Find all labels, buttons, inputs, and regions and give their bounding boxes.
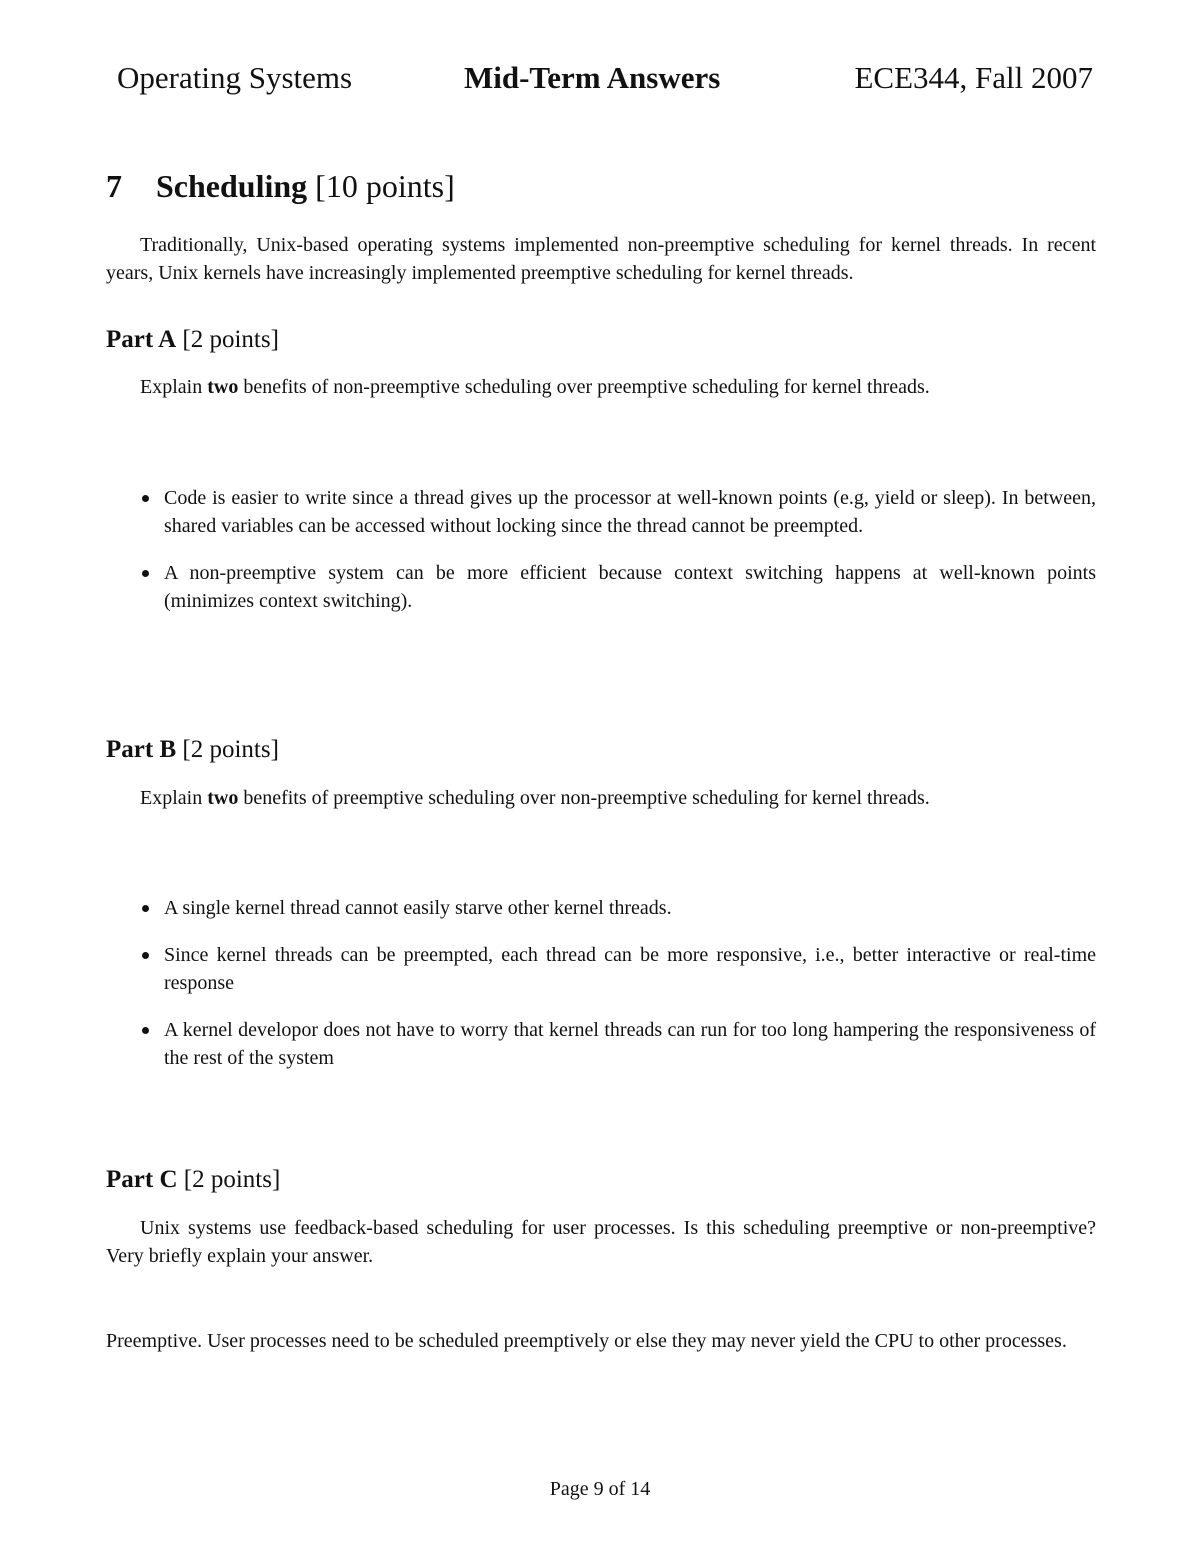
bullet-icon: [142, 952, 149, 959]
answer-text: Since kernel threads can be preempted, each thread can be more responsive, i.e., better interactive or real-time response: [164, 944, 1096, 994]
part-c-heading: [106, 1166, 280, 1194]
list-item: [106, 941, 1096, 997]
section-points: [10 points]: [315, 168, 455, 204]
part-a-question: [106, 373, 1096, 401]
part-b-heading: [106, 736, 279, 764]
bullet-icon: [142, 495, 149, 502]
answer-text: A single kernel thread cannot easily starve other kernel threads.: [164, 897, 672, 919]
bullet-icon: [142, 570, 149, 577]
course-name: Operating Systems: [117, 60, 353, 95]
part-a-answer-list: [106, 484, 1096, 634]
part-c-points: [2 points]: [183, 1166, 281, 1193]
part-b-name: Part B: [106, 736, 177, 763]
part-a-question-emphasis: two: [207, 376, 239, 398]
answer-text: A kernel developor does not have to worry that kernel threads can run for too long hampering the responsiveness of the rest of the system: [164, 1019, 1096, 1069]
part-b-answer-list: [106, 894, 1096, 1091]
part-b-question-post: benefits of preemptive scheduling over non-preemptive scheduling for kernel threads.: [238, 787, 930, 809]
page-header: [117, 60, 1093, 104]
part-a-heading: [106, 326, 279, 354]
list-item: [106, 894, 1096, 922]
list-item: [106, 1016, 1096, 1072]
list-item: [106, 559, 1096, 615]
part-c-answer: Preemptive. User processes need to be scheduled preemptively or else they may never yield the CPU to other processes.: [106, 1330, 1067, 1352]
part-c-question: Unix systems use feedback-based scheduling for user processes. Is this scheduling preemptive or non-preemptive? Very briefly explain your answer.: [106, 1217, 1096, 1267]
list-item: [106, 484, 1096, 540]
part-a-points: [2 points]: [182, 326, 279, 353]
section-number: 7: [106, 168, 122, 204]
section-heading: [106, 168, 455, 205]
section-title: Scheduling: [156, 168, 308, 204]
section-intro: Traditionally, Unix-based operating systems implemented non-preemptive scheduling for kernel threads. In recent years, Unix kernels have increasingly implemented preemptive scheduling for kernel threads.: [106, 234, 1096, 284]
bullet-icon: [142, 905, 149, 912]
part-a-name: Part A: [106, 326, 177, 353]
answer-text: Code is easier to write since a thread gives up the processor at well-known points (e.g, yield or sleep). In between, shared variables can be accessed without locking since the thread cannot be preempted.: [164, 487, 1096, 537]
answer-text: A non-preemptive system can be more efficient because context switching happens at well-known points (minimizes context switching).: [164, 562, 1096, 612]
document-title: Mid-Term Answers: [464, 60, 721, 95]
course-code-term: ECE344, Fall 2007: [854, 60, 1093, 95]
part-a-question-post: benefits of non-preemptive scheduling over preemptive scheduling for kernel threads.: [238, 376, 930, 398]
part-b-question: [106, 784, 1096, 812]
page-footer: Page 9 of 14: [549, 1478, 651, 1500]
part-b-points: [2 points]: [182, 736, 279, 763]
bullet-icon: [142, 1027, 149, 1034]
part-b-question-pre: Explain: [140, 787, 208, 809]
part-c-name: Part C: [106, 1166, 178, 1193]
part-a-question-pre: Explain: [140, 376, 208, 398]
part-b-question-emphasis: two: [207, 787, 239, 809]
